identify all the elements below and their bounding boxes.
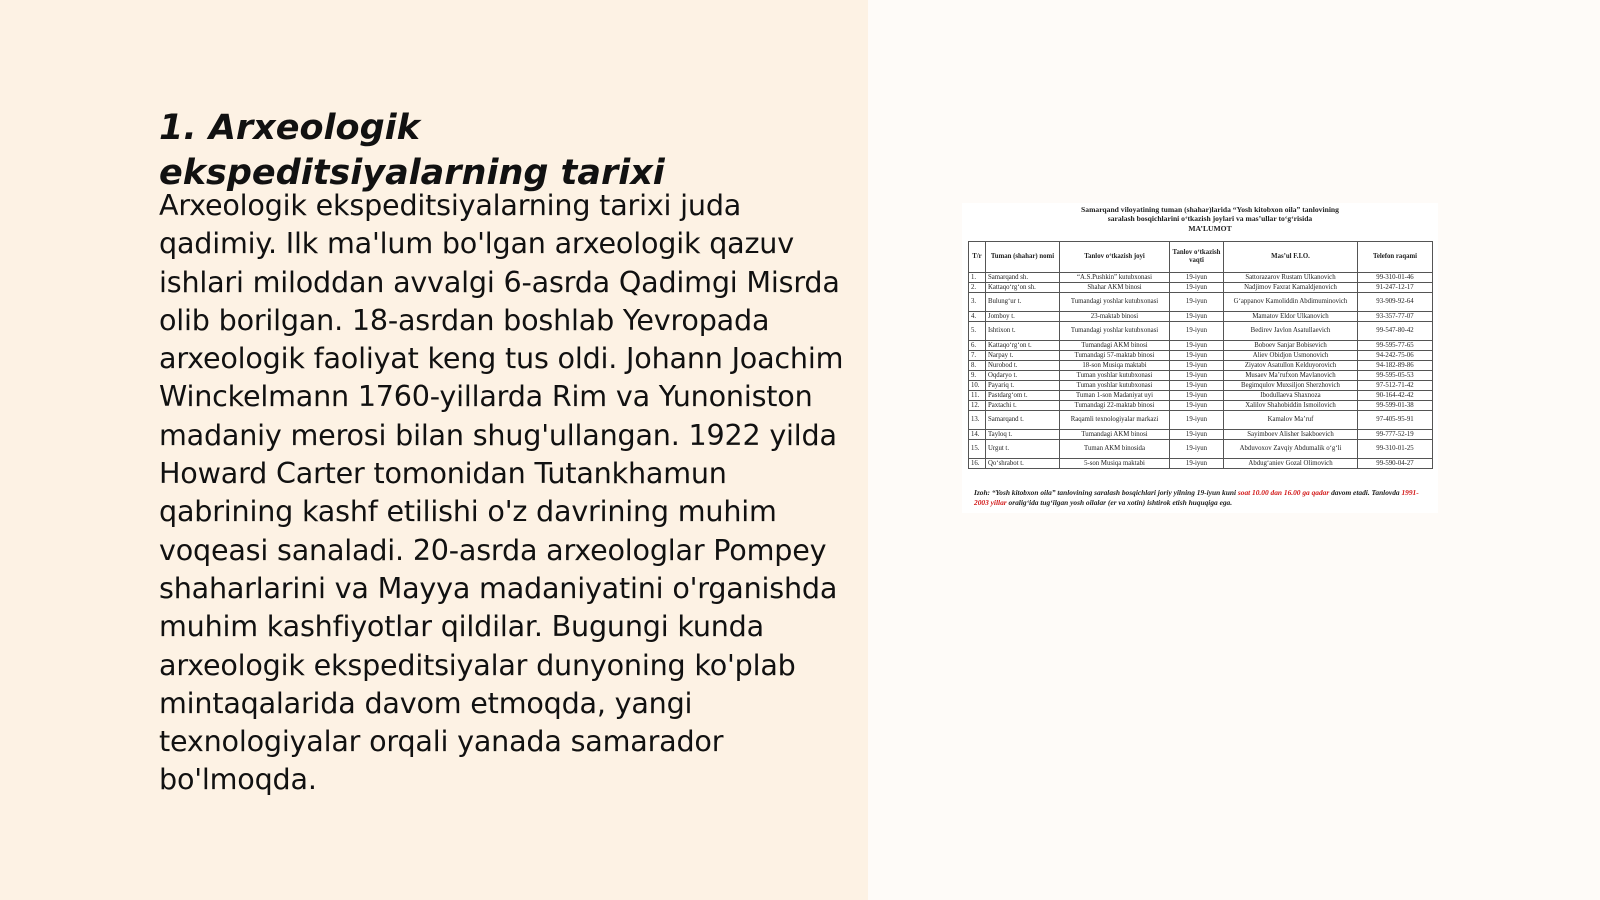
venue-cell: Shahar AKM binosi [1060,283,1170,293]
district-cell: Payariq t. [986,381,1060,391]
document-header-line: saralash bosqichlarini o‘tkazish joylari va mas’ullar to‘g‘risida [1107,214,1313,224]
table-row [969,283,1433,293]
table-row [969,273,1433,283]
row-number-cell: 13. [969,411,986,430]
venue-cell: Tumandagi 22-maktab binosi [1060,401,1170,411]
row-number-cell: 2. [969,283,986,293]
table-row [969,440,1433,459]
responsible-person-cell: Mamatov Eldor Ulkanovich [1224,312,1358,322]
row-number-cell: 15. [969,440,986,459]
row-number-cell: 5. [969,322,986,341]
venue-cell: Tumandagi yoshlar kutubxonasi [1060,322,1170,341]
time-cell: 19-iyun [1170,312,1224,322]
row-number-cell: 11. [969,391,986,401]
time-cell: 19-iyun [1170,430,1224,440]
table-row [969,293,1433,312]
phone-cell: 99-590-04-27 [1358,459,1433,469]
slide-body-text: Arxeologik ekspeditsiyalarning tarixi juda qadimiy. Ilk ma'lum bo'lgan arxeologik qazuv ishlari miloddan avvalgi 6-asrda Qadimgi Misrda olib borilgan. 18-asrdan boshlab Yevropada arxeologik faoliyat keng tus oldi. Johann Joachim Winckelmann 1760-yillarda Rim va Yunoniston madaniy merosi bilan shug'ullangan. 1922 yilda Howard Carter tomonidan Tutankhamun qabrining kashf etilishi o'z davrining muhim voqeasi sanaladi. 20-asrda arxeologlar Pompey shaharlarini va Mayya madaniyatini o'rganishda muhim kashfiyotlar qildilar. Bugungi kunda arxeologik ekspeditsiyalar dunyoning ko'plab mintaqalarida davom etmoqda, yangi texnologiyalar orqali yanada samarador bo'lmoqda. [159,188,844,797]
row-number-cell: 9. [969,371,986,381]
district-cell: Qo‘shrabot t. [986,459,1060,469]
document-header [1002,205,1418,233]
responsible-person-cell: Aliev Obidjon Usmonovich [1224,351,1358,361]
table-column-header: Telefon raqami [1358,242,1433,273]
phone-cell: 99-310-01-25 [1358,440,1433,459]
note-highlight: 1991-2003 yillar [974,488,1419,507]
time-cell: 19-iyun [1170,440,1224,459]
note-highlight: soat 10.00 dan 16.00 ga qadar [1237,488,1330,497]
district-cell: Bulung‘ur t. [986,293,1060,312]
row-number-cell: 7. [969,351,986,361]
venue-cell: Tumandagi AKM binosi [1060,430,1170,440]
time-cell: 19-iyun [1170,391,1224,401]
venue-cell: Raqamli texnologiyalar markazi [1060,411,1170,430]
phone-cell: 99-595-77-65 [1358,341,1433,351]
document-image [962,203,1438,513]
responsible-person-cell: Sattorazarov Rustam Ulkanovich [1224,273,1358,283]
responsible-person-cell: Musaev Ma’rufxon Mavlanovich [1224,371,1358,381]
phone-cell: 97-405-95-91 [1358,411,1433,430]
phone-cell: 94-242-75-06 [1358,351,1433,361]
phone-cell: 99-777-52-19 [1358,430,1433,440]
venue-cell: Tumandagi 57-maktab binosi [1060,351,1170,361]
time-cell: 19-iyun [1170,322,1224,341]
time-cell: 19-iyun [1170,459,1224,469]
slide-title: 1. Arxeologik ekspeditsiyalarning tarixi [159,108,665,193]
document-header-line: MA’LUMOT [1188,223,1232,233]
table-column-header: T/r [969,242,986,273]
document-table [968,241,1433,469]
venue-cell: 5-son Musiqa maktabi [1060,459,1170,469]
row-number-cell: 1. [969,273,986,283]
table-column-header: Tanlov o‘tkazish vaqti [1170,242,1224,273]
venue-cell: 23-maktab binosi [1060,312,1170,322]
row-number-cell: 14. [969,430,986,440]
district-cell: Pastdarg‘om t. [986,391,1060,401]
note-text: oralig‘ida tug‘ilgan yosh oilalar (er va xotin) ishtirok etish huquqiga ega. [1006,498,1233,507]
time-cell: 19-iyun [1170,273,1224,283]
document-note [974,488,1429,508]
venue-cell: 18-son Musiqa maktabi [1060,361,1170,371]
table-row [969,361,1433,371]
district-cell: Kattaqo‘rg‘on t. [986,341,1060,351]
table-row [969,401,1433,411]
responsible-person-cell: Kamalov Ma’ruf [1224,411,1358,430]
note-text: Izoh: “Yosh kitobxon oila” tanlovining saralash bosqichlari joriy yilning 19-iyun kuni [974,488,1238,497]
venue-cell: Tuman yoshlar kutubxonasi [1060,371,1170,381]
note-text: davom etadi. Tanlovda [1329,488,1402,497]
responsible-person-cell: Sayimboev Alisher Isakboevich [1224,430,1358,440]
row-number-cell: 8. [969,361,986,371]
row-number-cell: 6. [969,341,986,351]
time-cell: 19-iyun [1170,401,1224,411]
table-row [969,391,1433,401]
phone-cell: 93-909-92-64 [1358,293,1433,312]
responsible-person-cell: Bedirev Javlon Asatullaevich [1224,322,1358,341]
venue-cell: “A.S.Pushkin” kutubxonasi [1060,273,1170,283]
table-body [969,273,1433,469]
responsible-person-cell: Ibodullaeva Shaxnoza [1224,391,1358,401]
district-cell: Nurobod t. [986,361,1060,371]
responsible-person-cell: Ziyatov Asatullon Kelduyorovich [1224,361,1358,371]
phone-cell: 99-310-01-46 [1358,273,1433,283]
phone-cell: 93-357-77-07 [1358,312,1433,322]
row-number-cell: 16. [969,459,986,469]
row-number-cell: 3. [969,293,986,312]
venue-cell: Tumandagi AKM binosi [1060,341,1170,351]
row-number-cell: 10. [969,381,986,391]
district-cell: Urgut t. [986,440,1060,459]
table-row [969,322,1433,341]
row-number-cell: 4. [969,312,986,322]
responsible-person-cell: Boboev Sanjar Bobisevich [1224,341,1358,351]
responsible-person-cell: G‘appanov Kamoliddin Abdimuminovich [1224,293,1358,312]
venue-cell: Tuman yoshlar kutubxonasi [1060,381,1170,391]
time-cell: 19-iyun [1170,381,1224,391]
responsible-person-cell: Begimqulov Muxsiljon Sherzhovich [1224,381,1358,391]
table-row [969,430,1433,440]
time-cell: 19-iyun [1170,371,1224,381]
responsible-person-cell: Abduvoxov Zavqiy Abdumalik o‘g‘li [1224,440,1358,459]
responsible-person-cell: Nadjimov Faxrat Kamaldjenovich [1224,283,1358,293]
district-cell: Samarqand t. [986,411,1060,430]
venue-cell: Tumandagi yoshlar kutubxonasi [1060,293,1170,312]
time-cell: 19-iyun [1170,283,1224,293]
time-cell: 19-iyun [1170,361,1224,371]
district-cell: Kattaqo‘rg‘on sh. [986,283,1060,293]
phone-cell: 99-595-05-53 [1358,371,1433,381]
phone-cell: 99-599-01-38 [1358,401,1433,411]
venue-cell: Tuman AKM binosida [1060,440,1170,459]
phone-cell: 91-247-12-17 [1358,283,1433,293]
table-column-header: Tanlov o‘tkazish joyi [1060,242,1170,273]
district-cell: Oqdaryo t. [986,371,1060,381]
phone-cell: 94-182-89-86 [1358,361,1433,371]
table-row [969,459,1433,469]
table-row [969,371,1433,381]
district-cell: Paxtachi t. [986,401,1060,411]
table-row [969,351,1433,361]
district-cell: Samarqand sh. [986,273,1060,283]
table-column-header: Tuman (shahar) nomi [986,242,1060,273]
table-row [969,411,1433,430]
table-header-row [969,242,1433,273]
row-number-cell: 12. [969,401,986,411]
time-cell: 19-iyun [1170,351,1224,361]
table-row [969,341,1433,351]
time-cell: 19-iyun [1170,411,1224,430]
table-column-header: Mas’ul F.I.O. [1224,242,1358,273]
phone-cell: 90-164-42-42 [1358,391,1433,401]
document-header-line: Samarqand viloyatining tuman (shahar)larida “Yosh kitobxon oila” tanlovining [1081,205,1339,214]
venue-cell: Tuman 1-son Madaniyat uyi [1060,391,1170,401]
time-cell: 19-iyun [1170,293,1224,312]
phone-cell: 99-547-80-42 [1358,322,1433,341]
phone-cell: 97-512-71-42 [1358,381,1433,391]
responsible-person-cell: Xalilov Shahobiddin Ismoilovich [1224,401,1358,411]
table-row [969,381,1433,391]
district-cell: Ishtixon t. [986,322,1060,341]
table-row [969,312,1433,322]
district-cell: Tayloq t. [986,430,1060,440]
district-cell: Jomboy t. [986,312,1060,322]
time-cell: 19-iyun [1170,341,1224,351]
responsible-person-cell: Abdug‘aniev Gozal Olimovich [1224,459,1358,469]
district-cell: Narpay t. [986,351,1060,361]
